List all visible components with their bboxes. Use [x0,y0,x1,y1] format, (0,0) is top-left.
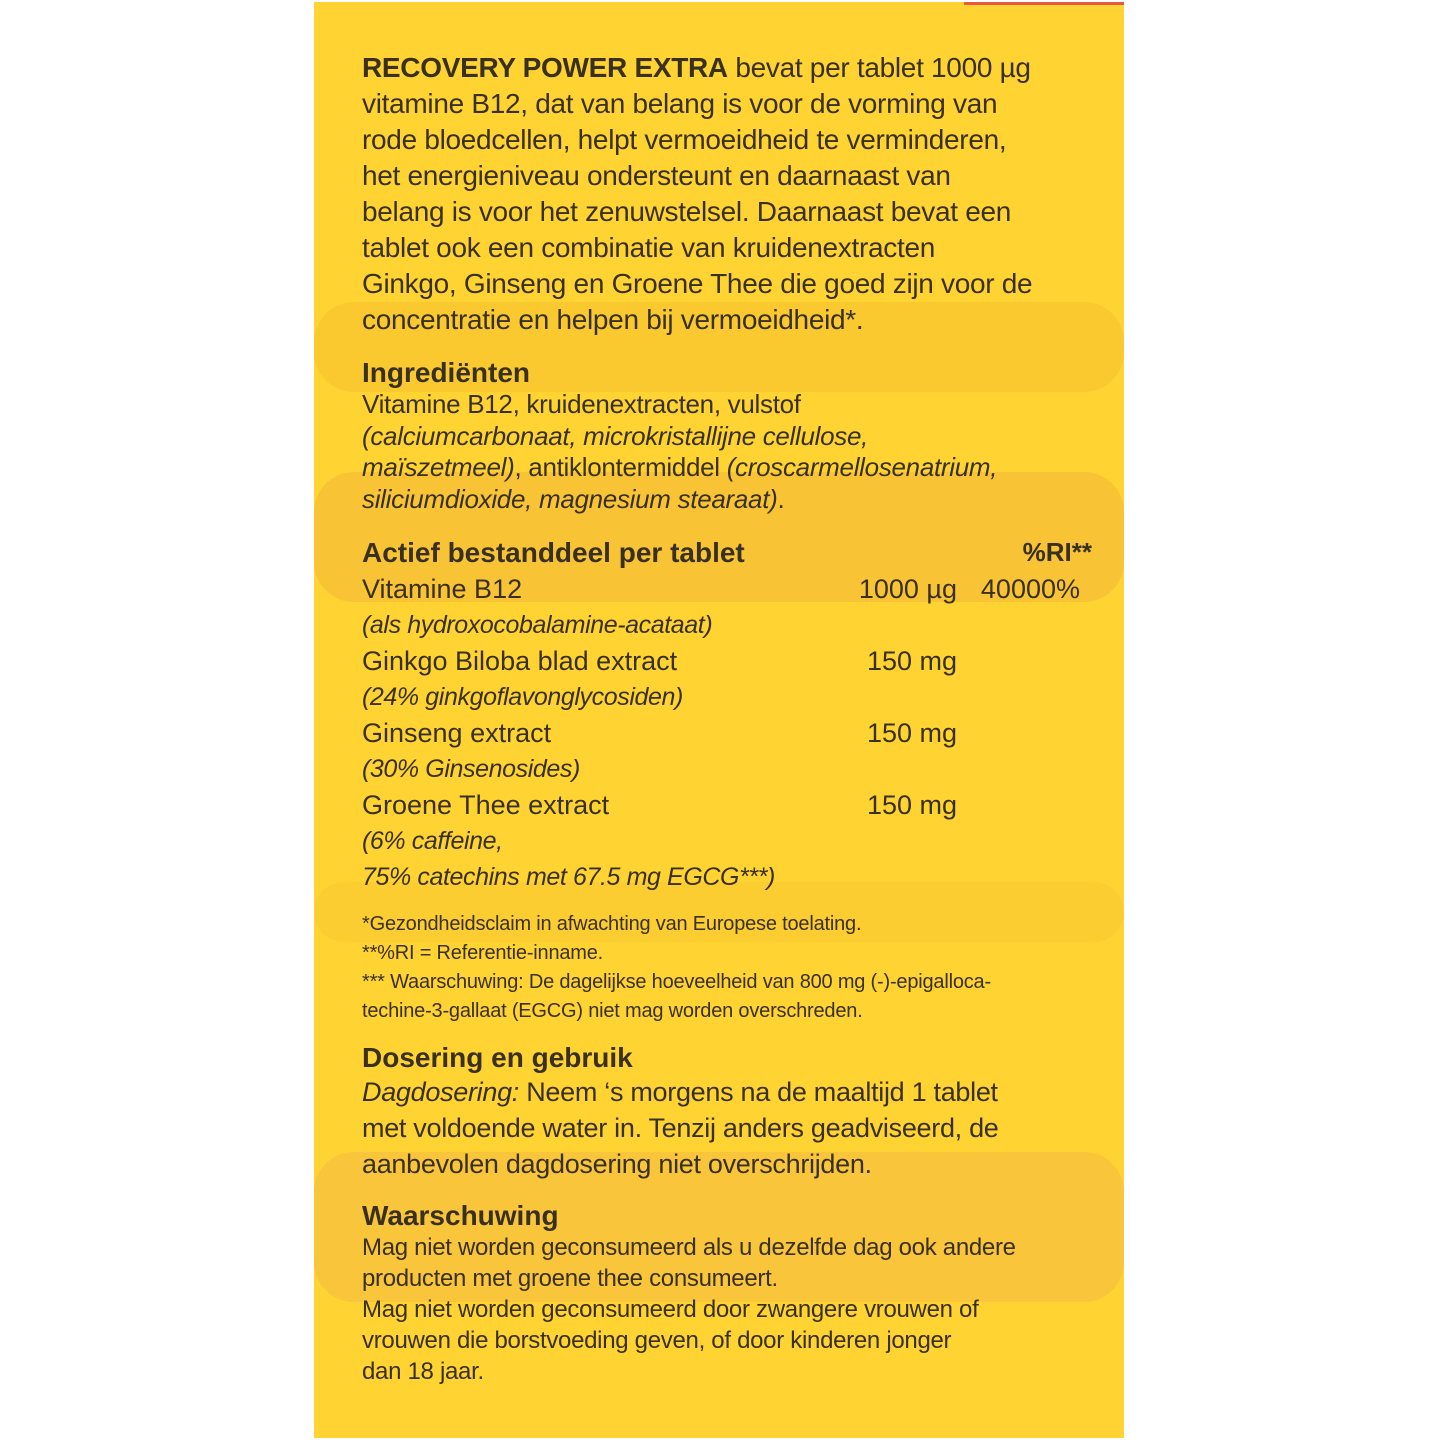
table-row [362,571,1092,607]
intro-line: rode bloedcellen, helpt vermoeidheid te verminderen, [362,124,1007,155]
warning-title: Waarschuwing [362,1200,559,1231]
warning-text: Mag niet worden geconsumeerd als u dezelfde dag ook andere producten met groene thee consumeert. Mag niet worden geconsumeerd door zwangere vrouwen of vrouwen die borstvoeding geven, of door kinderen jonger dan 18 jaar. [362,1234,1016,1385]
ingredients-section [362,357,997,515]
table-row [362,787,1092,823]
ri-header: %RI** [1022,537,1092,567]
intro-paragraph [362,50,1032,338]
intro-line: Ginkgo, Ginseng en Groene Thee die goed zijn voor de [362,268,1033,299]
table-row [362,715,1092,751]
ingredient-ri: 40000% [980,574,1080,604]
ingredient-amount: 150 mg [866,790,957,820]
ingredients-title: Ingrediënten [362,357,531,388]
dosage-title: Dosering en gebruik [362,1042,633,1073]
warning-section [362,1200,1016,1387]
dosage-text: Dagdosering: Neem ‘s morgens na de maaltijd 1 tablet met voldoende water in. Tenzij anders geadviseerd, de aanbevolen dagdosering niet overschrijden. [362,1077,999,1179]
ingredient-name: Vitamine B12 [362,574,523,604]
table-row [362,643,1092,679]
ingredients-text: Vitamine B12, kruidenextracten, vulstof (calciumcarbonaat, microkristallijne cellulose, maïszetmeel), antiklontermiddel (croscarmellosenatrium, siliciumdioxide, magnesium stearaat). [362,389,998,514]
footnote: *Gezondheidsclaim in afwachting van Europese toelating. [362,913,862,935]
intro-line: concentratie en helpen bij vermoeidheid*. [362,304,864,335]
brand-name: RECOVERY POWER EXTRA [362,52,728,83]
footnote: techine-3-gallaat (EGCG) niet mag worden overschreden. [362,1000,863,1022]
ingredient-detail: (24% ginkgoflavonglycosiden) [362,683,683,711]
footnote: **%RI = Referentie-inname. [362,942,604,964]
table-header [362,537,1092,571]
ingredient-name: Ginkgo Biloba blad extract [362,646,678,676]
ingredient-amount: 1000 µg [858,574,957,604]
ingredient-detail: (6% caffeine, [362,827,503,855]
intro-line: het energieniveau ondersteunt en daarnaast van [362,160,951,191]
label-panel [314,2,1124,1438]
ingredient-name: Groene Thee extract [362,790,610,820]
footnote: *** Waarschuwing: De dagelijkse hoeveelheid van 800 mg (-)-epigalloca- [362,971,991,993]
intro-line: RECOVERY POWER EXTRA bevat per tablet 1000 µg [362,52,1031,83]
ingredient-detail: (30% Ginsenosides) [362,755,580,783]
dosage-section [362,1042,999,1182]
ingredient-detail: 75% catechins met 67.5 mg EGCG***) [362,863,775,891]
ingredient-amount: 150 mg [866,646,957,676]
active-ingredients-table [362,537,1092,895]
footnotes [362,910,991,1026]
ingredient-detail: (als hydroxocobalamine-acataat) [362,611,713,639]
ingredient-amount: 150 mg [866,718,957,748]
intro-line: tablet ook een combinatie van kruidenextracten [362,232,936,263]
corner-accent [964,2,1124,5]
ingredient-name: Ginseng extract [362,718,552,748]
intro-line: belang is voor het zenuwstelsel. Daarnaast bevat een [362,196,1012,227]
intro-line: vitamine B12, dat van belang is voor de vorming van [362,88,998,119]
active-title: Actief bestanddeel per tablet [362,537,745,568]
